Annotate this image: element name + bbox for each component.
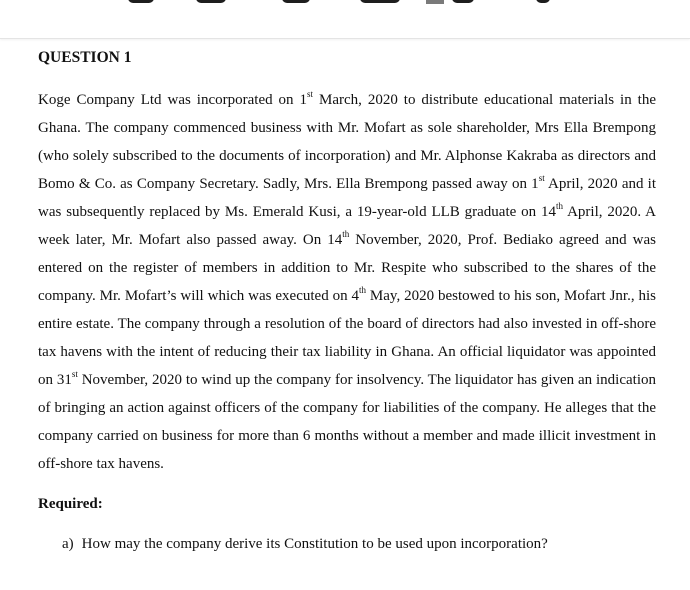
ordinal-suffix: th (342, 229, 350, 239)
body-text: November, 2020 to wind up the company for insolvency. The liquidator has given an indication of bringing an action against officers of the company for liabilities of the company. He alleges that the company carried on business for more than 6 months without a member and made illicit investment in off-shore tax havens. (38, 372, 656, 472)
body-text: April, 2020 and it was subsequently replaced by Ms. Emerald Kusi, a 19-year-old LLB graduate on 14 (38, 176, 657, 220)
sub-question (38, 532, 656, 556)
body-text: November, 2020, Prof. Bediako agreed and was entered on the register of members in addition to Mr. Respite who subscribed to the shares of the company. Mr. Mofart’s will which was executed on 4 (38, 232, 657, 304)
ordinal-suffix: st (538, 173, 545, 183)
text-fragment (452, 0, 474, 3)
question-body (38, 86, 656, 478)
text-fragment (426, 0, 444, 4)
text-fragment (360, 0, 400, 3)
body-text: March, 2020 to distribute educational materials in the Ghana. The company commenced business with Mr. Mofart as sole shareholder, Mrs Ella Brempong (who solely subscribed to the documents of incorporation) and Mr. Alphonse Kakraba as directors and Bomo & Co. as Company Secretary. Sadly, Mrs. Ella Brempong passed away on 1 (38, 92, 657, 192)
sub-question-text: How may the company derive its Constitution to be used upon incorporation? (81, 536, 548, 552)
ordinal-suffix: st (307, 89, 314, 99)
ordinal-suffix: th (359, 285, 367, 295)
text-fragment (536, 0, 550, 3)
text-fragment (128, 0, 154, 3)
required-label: Required: (38, 496, 103, 512)
sub-question-list (38, 532, 656, 556)
body-text: May, 2020 bestowed to his son, Mofart Jnr., his entire estate. The company through a resolution of the board of directors had also invested in off-shore tax havens with the intent of reducing their tax liability in Ghana. An official liquidator was appointed on 31 (38, 288, 656, 388)
body-text: Koge Company Ltd was incorporated on 1 (38, 92, 308, 108)
text-fragment (282, 0, 310, 3)
text-fragment (196, 0, 226, 3)
sub-question-marker: a) (62, 536, 74, 552)
question-heading: QUESTION 1 (38, 49, 132, 66)
document-page (38, 46, 656, 556)
body-text: April, 2020. A week later, Mr. Mofart also passed away. On 14 (38, 204, 657, 248)
ordinal-suffix: th (556, 201, 564, 211)
ordinal-suffix: st (71, 369, 78, 379)
previous-page-edge (0, 0, 690, 39)
